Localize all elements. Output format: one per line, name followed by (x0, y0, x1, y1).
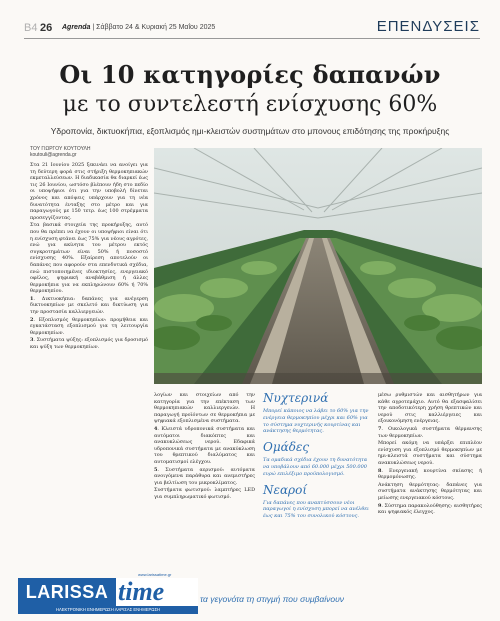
author-email: koutouli@agrenda.gr (30, 152, 77, 158)
article-paragraph: Στα βασικά στοιχεία της προκήρυξης, αυτό που θα πρέπει να έχουν οι υποψήφιοι είναι ότι η ενίσχυση φτάνει έως 75% για νέους αγρότες, ενώ για ακίνητα του μέτρου εκτός συγκροτημάτων είναι 50% ή ποσοστό ενίσχυσης 40%. Εξαίρεση αποτελούν οι δαπάνες που αφορούν στα επενδυτικά σχέδια, ενώ πιστοποιημένες ιδιοκτησίες, ενεργειακό οφέλος, ψηφιακή αναβάθμιση ή άλλες θερμοκήπια για να εκπληρώνουν 60% ή 70% θερμοκηπίου. (30, 222, 148, 295)
headline-line-2: με το συντελεστή ενίσχυσης 60% (62, 92, 438, 117)
list-item: 7. Οικολογικά συστήματα θέρμανσης των θερμοκηπίων. (378, 425, 483, 439)
list-item-number: 7 (378, 425, 382, 432)
article-column-2 (154, 392, 255, 502)
greenhouse-illustration (154, 148, 482, 384)
list-item-number: 2 (30, 316, 34, 323)
article-column-1 (30, 162, 148, 352)
list-item: 1. Δικτυοκήπια: δαπάνες για ανέγερση δικτυοκηπίων με σκελετό και δικτύωση για την προστασία καλλιεργειών. (30, 295, 148, 316)
logo-word-larissa: LARISSA (18, 578, 116, 606)
sidebar-text: Τα ομαδικά σχέδια έχουν τη δυνατότητα να υποβάλουν από 60.000 μέχρι 500.000 ευρώ επιλέξιμο προϋπολογισμό. (263, 457, 368, 477)
list-item-text: Εξοπλισμός θερμοκηπίων: προμήθεια και εγκατάσταση εξοπλισμού για τη λειτουργία θερμοκηπίων. (30, 316, 149, 336)
header-rule (24, 38, 480, 39)
list-item-text: Συστήματα ψύξης: εξοπλισμός για δροσισμό και ψύξη των θερμοκηπίων. (30, 337, 148, 351)
logo-url: www.larissatime.gr (138, 572, 172, 577)
publication-name: Agrenda (62, 24, 91, 31)
list-item-text: Δικτυοκήπια: δαπάνες για ανέγερση δικτυοκηπίων με σκελετό και δικτύωση για την προστασία καλλιεργειών. (30, 295, 148, 316)
article-paragraph: Συστήματα φωτισμού: λαμπτήρες LED για συμπληρωματικό φωτισμό. (154, 487, 255, 500)
article-paragraph: Ανάκτηση θερμότητας: δαπάνες για συστήματα ανάκτησης θερμότητας και μείωσης ενεργειακού κόστους. (378, 481, 482, 501)
logo-word-time: time (116, 578, 198, 606)
sidebar-text: Για δαπάνες που αναπτύσσουν νέοι παραγωγοί η ενίσχυση μπορεί να ανέλθει έως και 75% του συνολικού κόστους. (263, 499, 369, 520)
list-item-number: 8 (378, 467, 382, 474)
list-item: 4. Κλειστά υδροπονικά συστήματα και αυτόματοι διακόπτες και ανακυκλώσεως νερού. Εδαφικά υδροπονικά συστήματα με ανακύκλωση του θρεπτικού διαλύματος και αυτοματισμοί ελέγχου. (154, 425, 255, 465)
list-item-number: 3 (30, 337, 34, 344)
author-name: ΤΟΥ ΓΙΩΡΓΟΥ ΚΟΥΤΟΥΛΗ (30, 146, 91, 152)
page-header (0, 0, 500, 40)
page-number: 26 (40, 22, 53, 34)
list-item-text: Οικολογικά συστήματα θέρμανσης των θερμοκηπίων. (378, 425, 483, 439)
sidebar-heading: Νυχτερινά (263, 391, 329, 405)
list-item-number: 9 (378, 502, 382, 509)
sidebar-heading: Ομάδες (263, 440, 310, 455)
article-paragraph: λογίων και στοιχείων από την κατηγορία για την επέκταση των θερμοκηπιακών καλλιεργειών. Η παραγωγή προϊόντων σε θερμοκήπια με ψηφιακά εξοπλισμένα συστήματα. (154, 392, 255, 425)
greenhouse-photo (154, 148, 482, 384)
article-column-4 (378, 392, 482, 517)
list-item: 3. Συστήματα ψύξης: εξοπλισμός για δροσισμό και ψύξη των θερμοκηπίων. (30, 337, 148, 351)
list-item-text: Σύστημα παρακολούθησης: αισθητήρες και ψηφιακός έλεγχος. (378, 502, 482, 516)
sidebar-column (263, 392, 371, 526)
list-item-number: 1 (30, 295, 34, 302)
publication-info: Agrenda | Σάββατο 24 & Κυριακή 25 Μαΐου 2025 (62, 24, 216, 31)
list-item: 9. Σύστημα παρακολούθησης: αισθητήρες και ψηφιακός έλεγχος. (378, 502, 482, 516)
list-item-number: 5 (154, 466, 158, 473)
list-item-text: Κλειστά υδροπονικά συστήματα και αυτόματοι διακόπτες και ανακυκλώσεως νερού. Εδαφικά υδροπονικά συστήματα με ανακύκλωση του θρεπτικού διαλύματος και αυτοματισμοί ελέγχου. (154, 425, 255, 465)
footer-tagline: τα γεγονότα τη στιγμή που συμβαίνουν (200, 594, 345, 604)
sidebar-heading: Νεαροί (263, 482, 308, 497)
section-title: ΕΠΕΝΔΥΣΕΙΣ (376, 18, 480, 35)
larissatime-logo[interactable] (18, 572, 198, 618)
logo-subtitle: ΗΛΕΚΤΡΟΝΙΚΗ ΕΝΗΜΕΡΩΣΗ ΛΑΡΙΣΑΣ ΕΝΗΜΕΡΩΣΗ (18, 606, 198, 614)
page-number-left: B4 (24, 22, 38, 34)
sidebar-text: Μπορεί κάποιος να λάβει το 60% για την ενέργεια θερμοκηπίου μέχρι και 60% για το σύστημα νυχτερινής κουρτίνας και ανάκτησης θερμότητας. (263, 408, 369, 435)
article-subtitle: Υδροπονία, δικτυοκήπια, εξοπλισμός ημι-κλειστών συστημάτων στο μπονους επιδότησης της προκήρυξης (50, 126, 450, 136)
byline (30, 146, 91, 158)
headline-line-1: Οι 10 κατηγορίες δαπανών (59, 60, 441, 89)
article-paragraph: Στα 21 Ιουνίου 2025 ξεκινάει να ανοίγει για τη δεύτερη φορά στις στήριξη θερμοκηπιακών εκμεταλλεύσεων. Η διαδικασία θα διαρκεί έως τις 26 Ιουνίου, ωστόσο βλέπουν ήδη στο πεδίο οι υποψήφιοι ότι για την υποβολή δίνεται χρόνος και απόψεις υπάρχουν για τη νέα δυνατότητα ένταξης στο μέτρο και για παραγωγούς με 150 τετρ. έως 100 στρέμματα προσεγγίζοντας. (30, 162, 148, 221)
list-item-text: Συστήματα αερισμού: αυτόματα ανοιγόμενα παράθυρα και ανεμιστήρες για βελτίωση του μικροκλίματος. (154, 466, 255, 486)
list-item: 5. Συστήματα αερισμού: αυτόματα ανοιγόμενα παράθυρα και ανεμιστήρες για βελτίωση του μικροκλίματος. (154, 466, 255, 486)
list-item-number: 4 (154, 425, 158, 432)
list-item: 2. Εξοπλισμός θερμοκηπίων: προμήθεια και εγκατάσταση εξοπλισμού για τη λειτουργία θερμοκηπίων. (30, 316, 149, 336)
list-item: 8. Ενεργειακή κουρτίνα σκίασης ή θερμομόνωσης. (378, 467, 482, 481)
article-paragraph: Μπορεί ακόμη να υπάρξει επιπλέον ενίσχυση για εξοπλισμό θερμοκηπίων με ημι-κλειστά συστήματα και σύστημα ανακυκλώσεως νερού. (378, 440, 482, 466)
list-item-text: Ενεργειακή κουρτίνα σκίασης ή θερμομόνωσης. (378, 467, 482, 481)
article-paragraph: μέσω ρυθμιστών και αισθητήρων για κάθε αγροτεμάχιο. Αυτό θα εξασφαλίσει την αποδοτικότερη χρήση θρεπτικών και νερού στις καλλιέργειες και εξοικονόμηση ενέργειας. (378, 392, 482, 425)
issue-dates: Σάββατο 24 & Κυριακή 25 Μαΐου 2025 (96, 24, 216, 31)
